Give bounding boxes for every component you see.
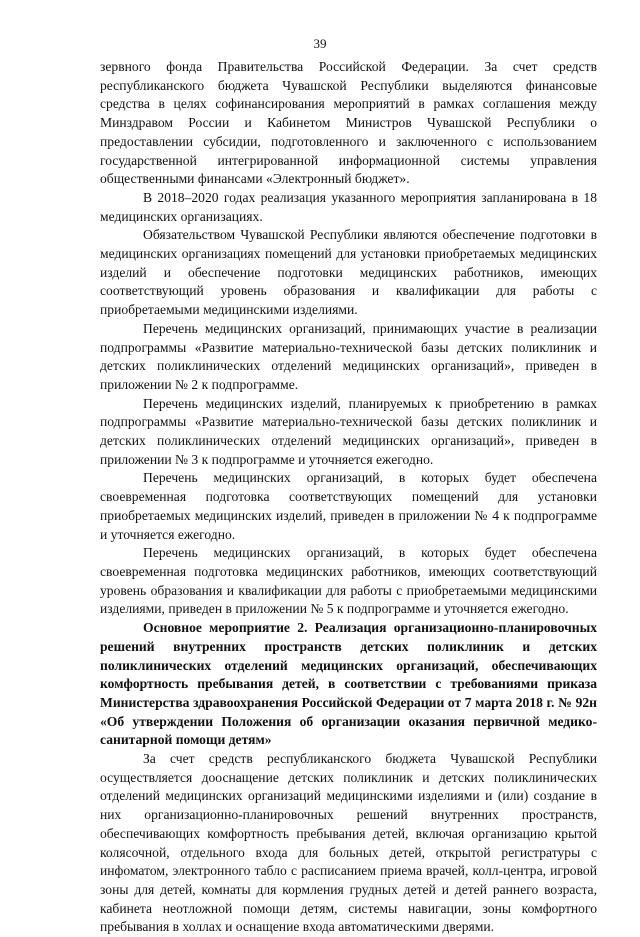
paragraph-premises-preparation: Перечень медицинских организаций, в которых будет обеспечена своевременная подготовка соответствующих помещений для установки приобретаемых медицинских изделий, приведен в приложении № 4 к подпрограмме и уточняется ежегодно. <box>100 470 597 542</box>
paragraph-organizations-list: Перечень медицинских организаций, принимающих участие в реализации подпрограммы «Развитие материально-технической базы детских поликлиник и детских поликлинических отделений медицинских организаций», приведен в приложении № 2 к подпрограмме. <box>100 320 597 392</box>
paragraph-republic-obligations: Обязательством Чувашской Республики являются обеспечение подготовки в медицинских организациях помещений для установки приобретаемых медицинских изделий и обеспечение подготовки медицинских работников, имеющих соответствующий уровень образования и квалификации для работы с приобретаемыми медицинскими изделиями. <box>100 227 597 318</box>
document-body <box>100 58 597 937</box>
paragraph-staff-preparation: Перечень медицинских организаций, в которых будет обеспечена своевременная подготовка медицинских работников, имеющих соответствующий уровень образования и квалификации для работы с приобретаемыми медицинскими изделиями, приведен в приложении № 5 к подпрограмме и уточняется ежегодно. <box>100 545 597 617</box>
paragraph-implementation-period: В 2018–2020 годах реализация указанного мероприятия запланирована в 18 медицинских организациях. <box>100 189 597 224</box>
page-number: 39 <box>313 36 327 51</box>
paragraph-intro-continuation: зервного фонда Правительства Российской Федерации. За счет средств республиканского бюджета Чувашской Республики выделяются финансовые средства в целях софинансирования мероприятий в рамках соглашения между Минздравом России и Кабинетом Министров Чувашской Республики о предоставлении субсидии, подготовленного и заключенного с использованием государственной интегрированной информационной системы управления общественными финансами «Электронный бюджет». <box>100 59 597 187</box>
paragraph-funding-description: За счет средств республиканского бюджета Чувашской Республики осуществляется дооснащение детских поликлиник и детских поликлинических отделений медицинских организаций медицинскими изделиями и (или) создание в них организационно-планировочных решений внутренних пространств, обеспечивающих комфортность пребывания детей, включая организацию крытой колясочной, отдельного входа для больных детей, открытой регистратуры с инфоматом, электронного табло с расписанием приема врачей, колл-центра, игровой зоны для детей, комнаты для кормления грудных детей и детей раннего возраста, кабинета неотложной помощи детям, системы навигации, зоны комфортного пребывания в холлах и оснащение входа автоматическими дверями. <box>100 751 597 935</box>
section-heading-main-activity-2: Основное мероприятие 2. Реализация организационно-планировочных решений внутренних пространств детских поликлиник и детских поликлинических отделений медицинских организаций, обеспечивающих комфортность пребывания детей, в соответствии с требованиями приказа Министерства здравоохранения Российской Федерации от 7 марта 2018 г. № 92н «Об утверждении Положения об организации оказания первичной медико-санитарной помощи детям» <box>100 620 597 748</box>
paragraph-devices-list: Перечень медицинских изделий, планируемых к приобретению в рамках подпрограммы «Развитие материально-технической базы детских поликлиник и детских поликлинических отделений медицинских организаций», приведен в приложении № 3 к подпрограмме и уточняется ежегодно. <box>100 395 597 467</box>
